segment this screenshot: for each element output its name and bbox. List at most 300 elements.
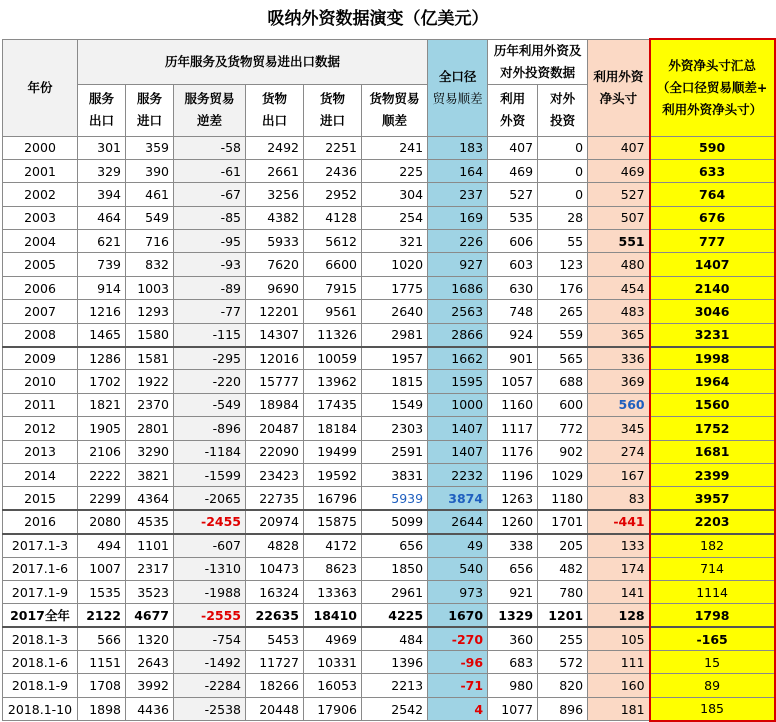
table-row: [3, 323, 775, 346]
cell-total-surplus: 2866: [428, 323, 488, 346]
cell-fdi-out: 902: [538, 440, 588, 463]
cell-service-deficit: -115: [174, 323, 246, 346]
cell-goods-import: 17906: [304, 697, 362, 720]
cell-fdi-in: 527: [488, 183, 538, 206]
cell-goods-import: 13962: [304, 370, 362, 393]
cell-service-export: 1286: [78, 347, 126, 370]
cell-goods-surplus: 241: [362, 136, 428, 159]
cell-goods-import: 8623: [304, 557, 362, 580]
cell-goods-surplus: 5099: [362, 510, 428, 533]
cell-goods-surplus: 2542: [362, 697, 428, 720]
cell-service-export: 394: [78, 183, 126, 206]
cell-service-export: 494: [78, 534, 126, 557]
cell-service-import: 1922: [126, 370, 174, 393]
fdi-data-table: [2, 38, 776, 722]
cell-fdi-in: 1196: [488, 463, 538, 486]
cell-summary: 590: [650, 136, 775, 159]
cell-goods-import: 10331: [304, 651, 362, 674]
cell-service-import: 1581: [126, 347, 174, 370]
cell-fdi-out: 772: [538, 417, 588, 440]
cell-goods-import: 4172: [304, 534, 362, 557]
cell-year: 2011: [3, 393, 78, 416]
cell-service-deficit: -67: [174, 183, 246, 206]
cell-goods-import: 16053: [304, 674, 362, 697]
cell-total-surplus: 49: [428, 534, 488, 557]
cell-service-import: 3290: [126, 440, 174, 463]
cell-net-fdi: 469: [588, 159, 650, 182]
table-row: [3, 440, 775, 463]
cell-service-deficit: -2555: [174, 604, 246, 627]
header-net-fdi: [588, 39, 650, 136]
cell-service-deficit: -549: [174, 393, 246, 416]
cell-goods-export: 3256: [246, 183, 304, 206]
cell-total-surplus: 1000: [428, 393, 488, 416]
cell-fdi-out: 572: [538, 651, 588, 674]
cell-net-fdi: 83: [588, 487, 650, 510]
cell-goods-surplus: 656: [362, 534, 428, 557]
cell-fdi-in: 535: [488, 206, 538, 229]
cell-year: 2002: [3, 183, 78, 206]
cell-fdi-in: 360: [488, 627, 538, 650]
cell-summary: 633: [650, 159, 775, 182]
cell-service-export: 329: [78, 159, 126, 182]
cell-goods-surplus: 5939: [362, 487, 428, 510]
cell-service-export: 914: [78, 276, 126, 299]
cell-service-import: 2370: [126, 393, 174, 416]
cell-goods-surplus: 2591: [362, 440, 428, 463]
cell-service-export: 566: [78, 627, 126, 650]
cell-year: 2009: [3, 347, 78, 370]
cell-service-export: 1535: [78, 580, 126, 603]
cell-total-surplus: 927: [428, 253, 488, 276]
cell-summary: 1560: [650, 393, 775, 416]
cell-service-import: 832: [126, 253, 174, 276]
cell-service-export: 739: [78, 253, 126, 276]
cell-fdi-out: 0: [538, 136, 588, 159]
cell-fdi-out: 28: [538, 206, 588, 229]
cell-total-surplus: 1686: [428, 276, 488, 299]
cell-service-import: 4436: [126, 697, 174, 720]
header-service-deficit: 服务贸易 逆差: [174, 84, 246, 136]
cell-goods-surplus: 1775: [362, 276, 428, 299]
cell-fdi-out: 123: [538, 253, 588, 276]
cell-service-import: 2643: [126, 651, 174, 674]
table-row: [3, 253, 775, 276]
cell-summary: 2203: [650, 510, 775, 533]
cell-summary: -165: [650, 627, 775, 650]
cell-fdi-out: 1029: [538, 463, 588, 486]
cell-total-surplus: 2644: [428, 510, 488, 533]
cell-goods-export: 14307: [246, 323, 304, 346]
cell-goods-export: 11727: [246, 651, 304, 674]
cell-net-fdi: 336: [588, 347, 650, 370]
cell-goods-export: 9690: [246, 276, 304, 299]
cell-service-import: 549: [126, 206, 174, 229]
cell-total-surplus: 540: [428, 557, 488, 580]
cell-summary: 1752: [650, 417, 775, 440]
cell-net-fdi: 160: [588, 674, 650, 697]
cell-net-fdi: 105: [588, 627, 650, 650]
cell-service-deficit: -85: [174, 206, 246, 229]
cell-total-surplus: 1407: [428, 440, 488, 463]
header-fdi-group: [488, 39, 588, 84]
cell-summary: 185: [650, 697, 775, 720]
cell-fdi-in: 921: [488, 580, 538, 603]
header-fdi-in: 利用 外资: [488, 84, 538, 136]
table-row: [3, 651, 775, 674]
cell-year: 2018.1-9: [3, 674, 78, 697]
cell-goods-surplus: 1396: [362, 651, 428, 674]
cell-summary: 2140: [650, 276, 775, 299]
cell-service-import: 3821: [126, 463, 174, 486]
cell-net-fdi: 133: [588, 534, 650, 557]
cell-fdi-in: 603: [488, 253, 538, 276]
cell-summary: 1964: [650, 370, 775, 393]
cell-fdi-in: 1176: [488, 440, 538, 463]
cell-goods-export: 2492: [246, 136, 304, 159]
table-row: [3, 604, 775, 627]
cell-service-export: 2222: [78, 463, 126, 486]
cell-goods-export: 4828: [246, 534, 304, 557]
table-row: [3, 183, 775, 206]
cell-total-surplus: 1670: [428, 604, 488, 627]
cell-year: 2000: [3, 136, 78, 159]
header-goods-export: 货物 出口: [246, 84, 304, 136]
cell-service-import: 2317: [126, 557, 174, 580]
cell-total-surplus: 4: [428, 697, 488, 720]
cell-goods-import: 7915: [304, 276, 362, 299]
cell-summary: 2399: [650, 463, 775, 486]
cell-year: 2015: [3, 487, 78, 510]
cell-summary: 764: [650, 183, 775, 206]
cell-fdi-in: 338: [488, 534, 538, 557]
cell-net-fdi: 480: [588, 253, 650, 276]
cell-goods-export: 18984: [246, 393, 304, 416]
cell-service-export: 2106: [78, 440, 126, 463]
cell-year: 2018.1-10: [3, 697, 78, 720]
cell-service-export: 1007: [78, 557, 126, 580]
header-net-fdi-line2: 净头寸: [599, 90, 638, 106]
cell-goods-export: 22735: [246, 487, 304, 510]
cell-year: 2003: [3, 206, 78, 229]
cell-total-surplus: -270: [428, 627, 488, 650]
cell-service-deficit: -754: [174, 627, 246, 650]
cell-goods-import: 9561: [304, 300, 362, 323]
table-body: [3, 136, 775, 721]
cell-goods-surplus: 2961: [362, 580, 428, 603]
cell-fdi-out: 820: [538, 674, 588, 697]
table-row: [3, 580, 775, 603]
cell-year: 2012: [3, 417, 78, 440]
cell-fdi-out: 780: [538, 580, 588, 603]
table-row: [3, 463, 775, 486]
header-goods-surplus: 货物贸易 顺差: [362, 84, 428, 136]
cell-fdi-in: 1263: [488, 487, 538, 510]
cell-fdi-in: 1260: [488, 510, 538, 533]
cell-service-deficit: -61: [174, 159, 246, 182]
table-row: [3, 136, 775, 159]
cell-service-deficit: -2065: [174, 487, 246, 510]
table-row: [3, 674, 775, 697]
cell-fdi-out: 1701: [538, 510, 588, 533]
cell-goods-import: 2251: [304, 136, 362, 159]
cell-total-surplus: 237: [428, 183, 488, 206]
cell-goods-import: 15875: [304, 510, 362, 533]
cell-summary: 3231: [650, 323, 775, 346]
cell-goods-export: 22090: [246, 440, 304, 463]
cell-goods-surplus: 1815: [362, 370, 428, 393]
cell-net-fdi: 369: [588, 370, 650, 393]
cell-service-import: 390: [126, 159, 174, 182]
cell-goods-export: 5453: [246, 627, 304, 650]
cell-total-surplus: 1595: [428, 370, 488, 393]
cell-fdi-in: 980: [488, 674, 538, 697]
table-row: [3, 487, 775, 510]
cell-goods-surplus: 225: [362, 159, 428, 182]
cell-goods-import: 19592: [304, 463, 362, 486]
cell-year: 2010: [3, 370, 78, 393]
cell-net-fdi: 551: [588, 230, 650, 253]
cell-goods-export: 7620: [246, 253, 304, 276]
cell-fdi-out: 176: [538, 276, 588, 299]
cell-service-export: 1216: [78, 300, 126, 323]
cell-net-fdi: 407: [588, 136, 650, 159]
cell-year: 2018.1-3: [3, 627, 78, 650]
cell-year: 2006: [3, 276, 78, 299]
cell-year: 2001: [3, 159, 78, 182]
cell-summary: 1681: [650, 440, 775, 463]
header-goods-import: 货物 进口: [304, 84, 362, 136]
cell-service-deficit: -95: [174, 230, 246, 253]
header-net-fdi-line1: 利用外资: [593, 68, 644, 84]
cell-goods-import: 18184: [304, 417, 362, 440]
cell-goods-export: 15777: [246, 370, 304, 393]
cell-service-deficit: -2538: [174, 697, 246, 720]
cell-goods-import: 16796: [304, 487, 362, 510]
cell-fdi-in: 1329: [488, 604, 538, 627]
cell-goods-export: 20487: [246, 417, 304, 440]
cell-fdi-in: 630: [488, 276, 538, 299]
cell-service-import: 3992: [126, 674, 174, 697]
cell-net-fdi: 454: [588, 276, 650, 299]
cell-net-fdi: 560: [588, 393, 650, 416]
cell-summary: 1114: [650, 580, 775, 603]
cell-goods-surplus: 2640: [362, 300, 428, 323]
cell-fdi-in: 1160: [488, 393, 538, 416]
cell-fdi-in: 606: [488, 230, 538, 253]
cell-goods-export: 20448: [246, 697, 304, 720]
cell-goods-export: 2661: [246, 159, 304, 182]
cell-fdi-out: 255: [538, 627, 588, 650]
cell-fdi-out: 1201: [538, 604, 588, 627]
cell-goods-export: 12016: [246, 347, 304, 370]
cell-service-export: 1898: [78, 697, 126, 720]
cell-service-deficit: -58: [174, 136, 246, 159]
cell-goods-surplus: 1549: [362, 393, 428, 416]
cell-total-surplus: 2232: [428, 463, 488, 486]
cell-service-deficit: -1599: [174, 463, 246, 486]
cell-goods-export: 18266: [246, 674, 304, 697]
cell-service-deficit: -2284: [174, 674, 246, 697]
cell-service-export: 1821: [78, 393, 126, 416]
page-title: 吸纳外资数据演变（亿美元）: [267, 9, 489, 29]
cell-service-export: 1465: [78, 323, 126, 346]
cell-service-deficit: -1988: [174, 580, 246, 603]
cell-year: 2013: [3, 440, 78, 463]
header-total-surplus-line1: 全口径: [438, 68, 477, 84]
cell-fdi-out: 482: [538, 557, 588, 580]
cell-total-surplus: 226: [428, 230, 488, 253]
table-row: [3, 417, 775, 440]
cell-fdi-in: 1057: [488, 370, 538, 393]
cell-net-fdi: 345: [588, 417, 650, 440]
cell-year: 2007: [3, 300, 78, 323]
cell-net-fdi: 141: [588, 580, 650, 603]
table-row: [3, 347, 775, 370]
cell-year: 2008: [3, 323, 78, 346]
header-total-surplus: [428, 39, 488, 136]
cell-service-import: 4364: [126, 487, 174, 510]
cell-total-surplus: 3874: [428, 487, 488, 510]
cell-year: 2018.1-6: [3, 651, 78, 674]
cell-goods-surplus: 1850: [362, 557, 428, 580]
header-fdi-out: 对外 投资: [538, 84, 588, 136]
cell-fdi-in: 901: [488, 347, 538, 370]
cell-goods-surplus: 1957: [362, 347, 428, 370]
cell-summary: 777: [650, 230, 775, 253]
cell-net-fdi: 365: [588, 323, 650, 346]
cell-service-deficit: -93: [174, 253, 246, 276]
cell-net-fdi: -441: [588, 510, 650, 533]
table-row: [3, 510, 775, 533]
table-row: [3, 370, 775, 393]
table-row: [3, 534, 775, 557]
cell-goods-export: 5933: [246, 230, 304, 253]
cell-fdi-in: 924: [488, 323, 538, 346]
cell-summary: 1798: [650, 604, 775, 627]
cell-year: 2017.1-6: [3, 557, 78, 580]
cell-goods-import: 4128: [304, 206, 362, 229]
cell-total-surplus: 2563: [428, 300, 488, 323]
cell-fdi-out: 688: [538, 370, 588, 393]
cell-goods-import: 4969: [304, 627, 362, 650]
table-row: [3, 627, 775, 650]
cell-goods-surplus: 2213: [362, 674, 428, 697]
cell-fdi-in: 469: [488, 159, 538, 182]
cell-goods-import: 17435: [304, 393, 362, 416]
cell-fdi-out: 559: [538, 323, 588, 346]
cell-service-export: 2122: [78, 604, 126, 627]
cell-service-export: 1905: [78, 417, 126, 440]
header-summary-line2: （全口径贸易顺差+: [656, 79, 768, 95]
cell-service-deficit: -89: [174, 276, 246, 299]
cell-service-deficit: -2455: [174, 510, 246, 533]
cell-net-fdi: 507: [588, 206, 650, 229]
cell-service-import: 4677: [126, 604, 174, 627]
cell-year: 2014: [3, 463, 78, 486]
cell-goods-export: 4382: [246, 206, 304, 229]
cell-net-fdi: 181: [588, 697, 650, 720]
cell-service-export: 621: [78, 230, 126, 253]
table-row: [3, 697, 775, 720]
cell-net-fdi: 274: [588, 440, 650, 463]
cell-goods-surplus: 2303: [362, 417, 428, 440]
cell-year: 2017.1-9: [3, 580, 78, 603]
cell-service-import: 716: [126, 230, 174, 253]
cell-service-deficit: -1492: [174, 651, 246, 674]
cell-service-export: 301: [78, 136, 126, 159]
header-summary: [650, 39, 775, 136]
header-fdi-group-line2: 对外投资数据: [500, 64, 576, 80]
cell-goods-surplus: 1020: [362, 253, 428, 276]
header-service-export: 服务 出口: [78, 84, 126, 136]
table-row: [3, 557, 775, 580]
cell-year: 2017全年: [3, 604, 78, 627]
table-row: [3, 230, 775, 253]
cell-goods-import: 2952: [304, 183, 362, 206]
header-total-surplus-line2: 贸易顺差: [432, 90, 483, 106]
cell-goods-surplus: 321: [362, 230, 428, 253]
cell-goods-export: 22635: [246, 604, 304, 627]
cell-service-import: 2801: [126, 417, 174, 440]
cell-service-deficit: -220: [174, 370, 246, 393]
cell-fdi-in: 656: [488, 557, 538, 580]
cell-total-surplus: 1662: [428, 347, 488, 370]
cell-goods-surplus: 304: [362, 183, 428, 206]
cell-goods-import: 10059: [304, 347, 362, 370]
cell-year: 2005: [3, 253, 78, 276]
cell-total-surplus: 169: [428, 206, 488, 229]
cell-summary: 1998: [650, 347, 775, 370]
cell-fdi-out: 600: [538, 393, 588, 416]
cell-net-fdi: 527: [588, 183, 650, 206]
table-row: [3, 393, 775, 416]
cell-summary: 89: [650, 674, 775, 697]
cell-service-export: 1702: [78, 370, 126, 393]
cell-service-import: 3523: [126, 580, 174, 603]
cell-goods-export: 20974: [246, 510, 304, 533]
cell-fdi-out: 0: [538, 183, 588, 206]
cell-service-export: 2080: [78, 510, 126, 533]
cell-net-fdi: 128: [588, 604, 650, 627]
header-summary-line1: 外资净头寸汇总: [668, 57, 756, 73]
cell-service-import: 359: [126, 136, 174, 159]
cell-total-surplus: 973: [428, 580, 488, 603]
cell-service-import: 461: [126, 183, 174, 206]
cell-goods-import: 13363: [304, 580, 362, 603]
cell-goods-export: 12201: [246, 300, 304, 323]
cell-goods-surplus: 4225: [362, 604, 428, 627]
header-summary-line3: 利用外资净头寸）: [662, 101, 763, 117]
cell-goods-surplus: 3831: [362, 463, 428, 486]
cell-goods-surplus: 484: [362, 627, 428, 650]
cell-summary: 15: [650, 651, 775, 674]
cell-fdi-in: 407: [488, 136, 538, 159]
cell-fdi-in: 748: [488, 300, 538, 323]
cell-service-deficit: -1310: [174, 557, 246, 580]
cell-summary: 3957: [650, 487, 775, 510]
cell-service-import: 1580: [126, 323, 174, 346]
cell-service-import: 1003: [126, 276, 174, 299]
cell-service-import: 4535: [126, 510, 174, 533]
cell-goods-import: 19499: [304, 440, 362, 463]
cell-total-surplus: 1407: [428, 417, 488, 440]
cell-goods-import: 18410: [304, 604, 362, 627]
header-trade-group: 历年服务及货物贸易进出口数据: [78, 39, 428, 84]
cell-total-surplus: -96: [428, 651, 488, 674]
cell-fdi-out: 896: [538, 697, 588, 720]
cell-service-export: 1708: [78, 674, 126, 697]
